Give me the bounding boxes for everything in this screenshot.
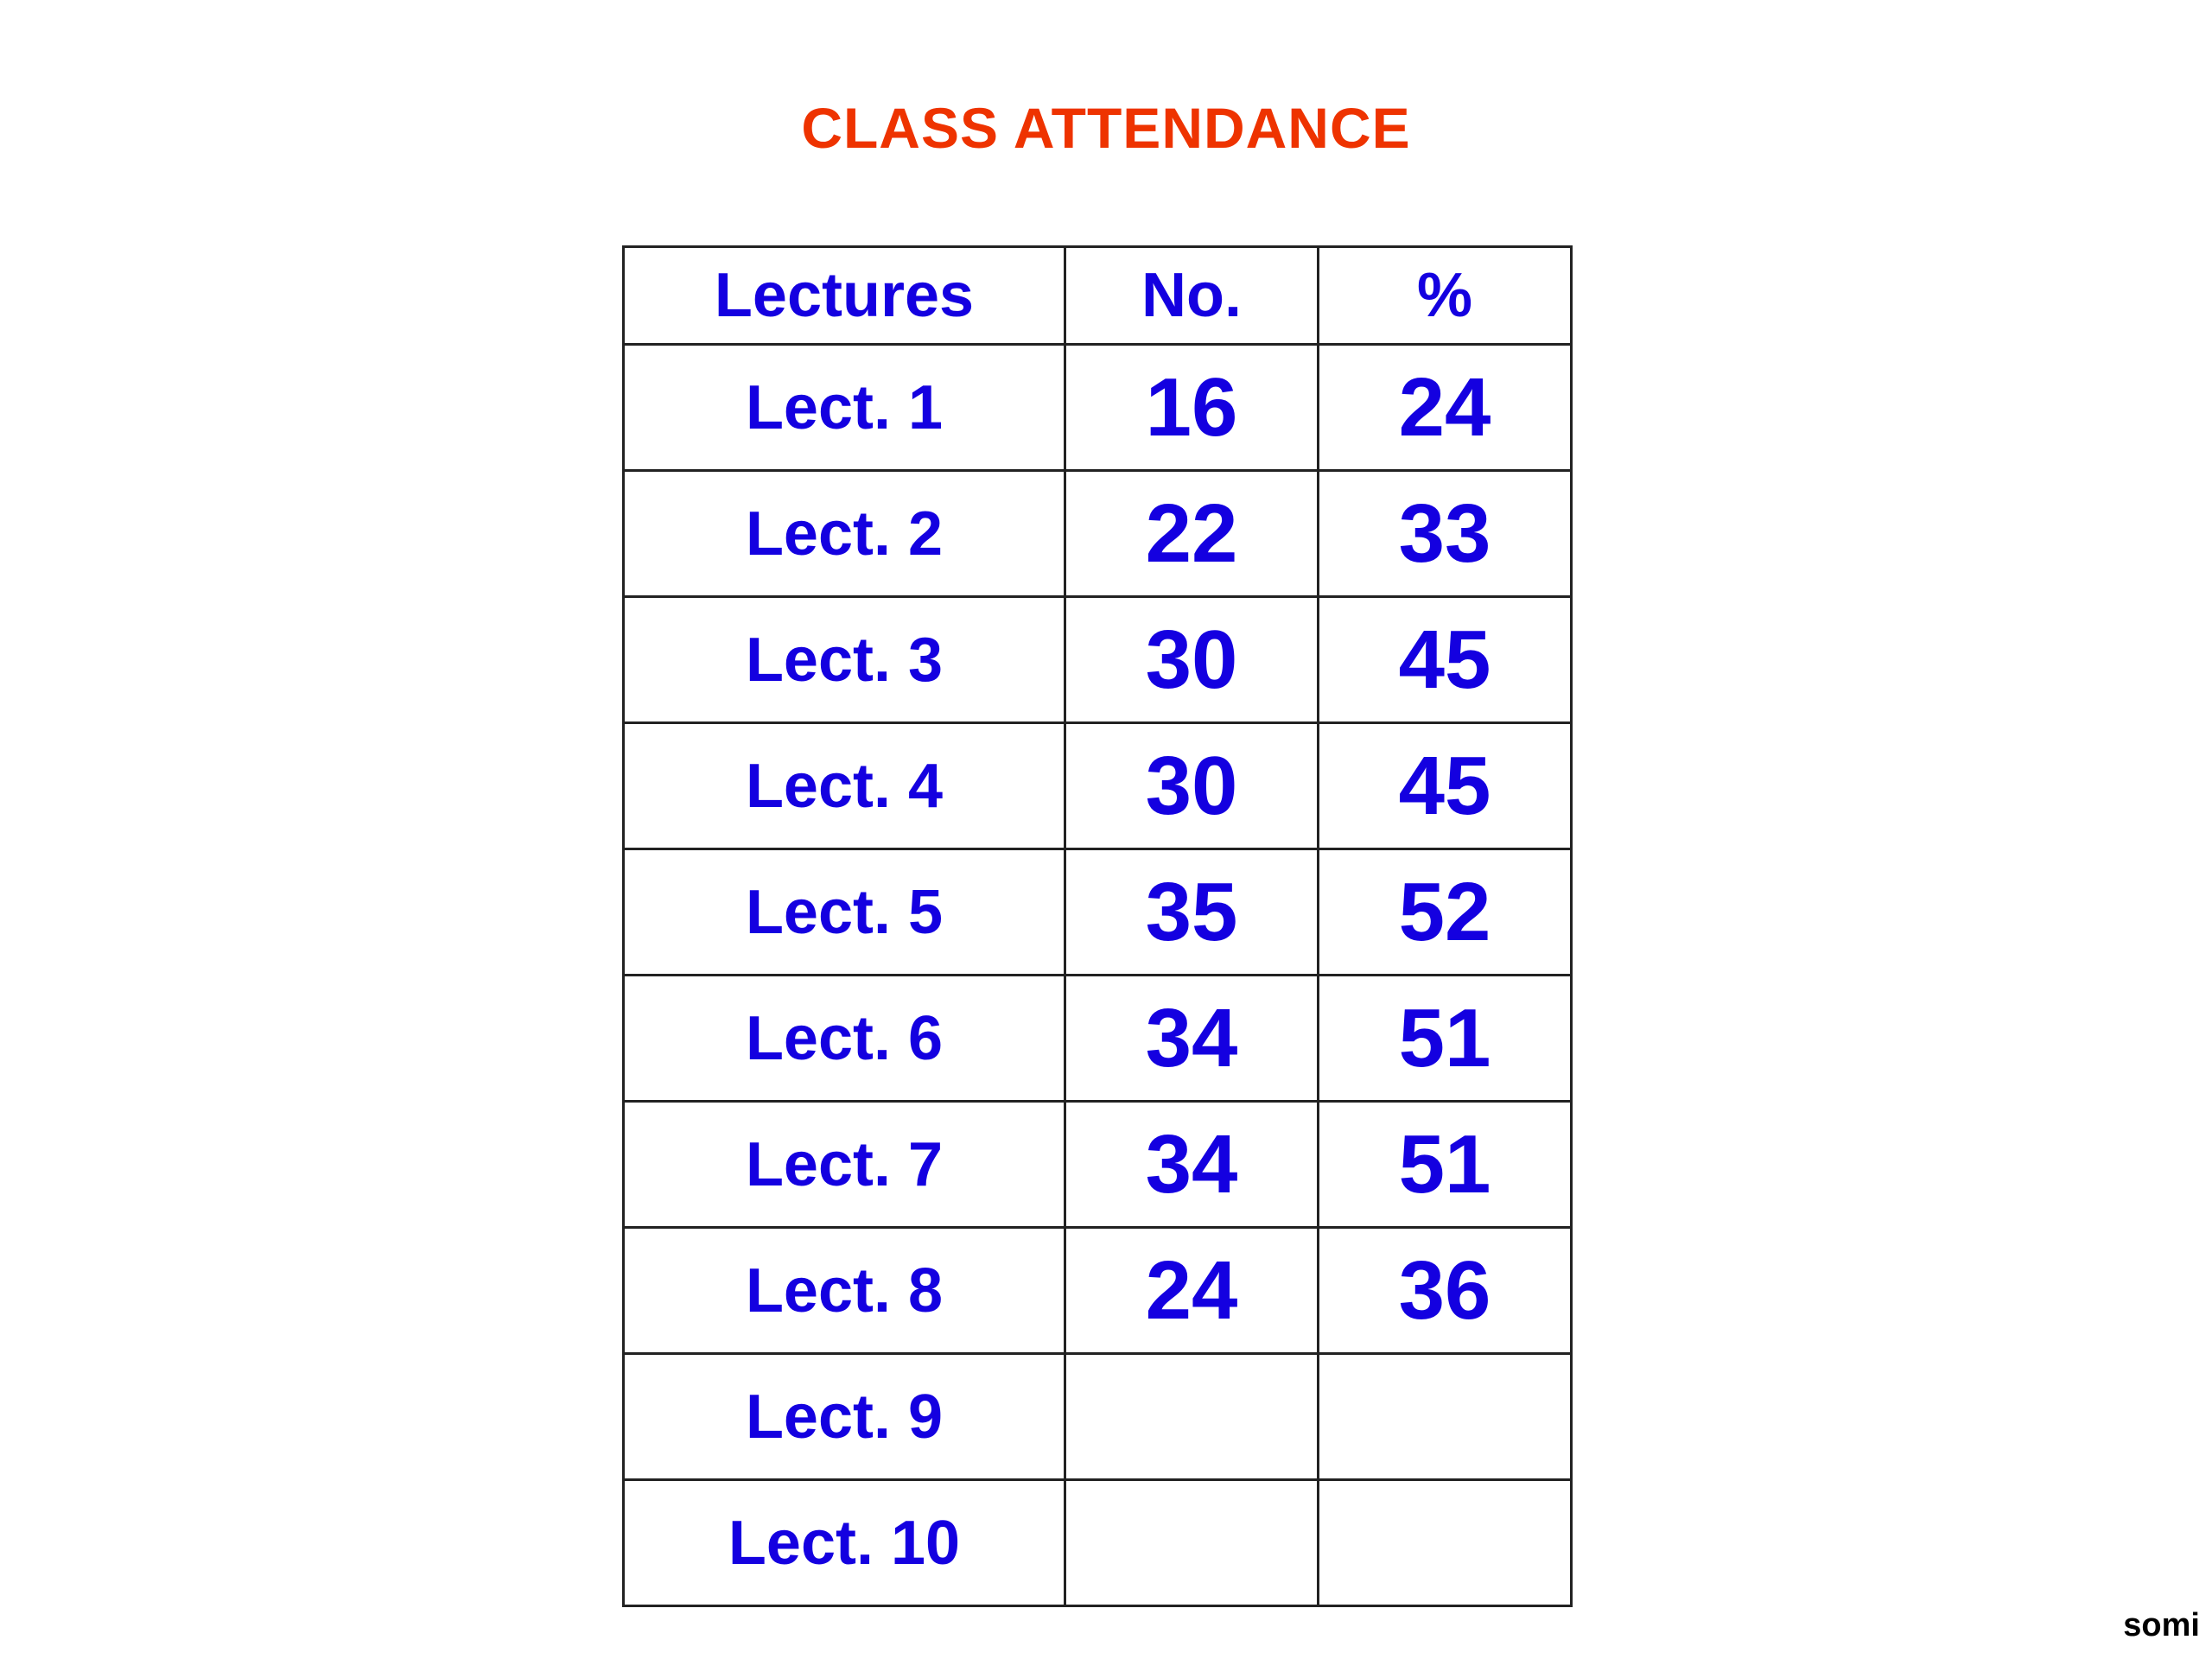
table-row (624, 976, 1572, 1102)
percent-cell: 33 (1319, 471, 1572, 597)
table-header-row (624, 247, 1572, 345)
page-title: CLASS ATTENDANCE (801, 96, 1411, 160)
number-cell (1065, 1354, 1319, 1480)
percent-cell (1319, 1480, 1572, 1606)
table-row (624, 849, 1572, 976)
header-number: No. (1065, 247, 1319, 345)
percent-cell: 51 (1319, 976, 1572, 1102)
header-lectures: Lectures (624, 247, 1065, 345)
percent-cell: 52 (1319, 849, 1572, 976)
number-cell: 35 (1065, 849, 1319, 976)
table-row (624, 1102, 1572, 1228)
lecture-cell: Lect. 1 (624, 345, 1065, 471)
lecture-cell: Lect. 6 (624, 976, 1065, 1102)
lecture-cell: Lect. 3 (624, 597, 1065, 723)
lecture-cell: Lect. 7 (624, 1102, 1065, 1228)
lecture-cell: Lect. 4 (624, 723, 1065, 849)
number-cell: 22 (1065, 471, 1319, 597)
table-row (624, 1228, 1572, 1354)
table-row (624, 1480, 1572, 1606)
lecture-cell: Lect. 8 (624, 1228, 1065, 1354)
percent-cell: 51 (1319, 1102, 1572, 1228)
lecture-cell: Lect. 9 (624, 1354, 1065, 1480)
table-row (624, 345, 1572, 471)
number-cell: 16 (1065, 345, 1319, 471)
number-cell: 24 (1065, 1228, 1319, 1354)
number-cell: 30 (1065, 723, 1319, 849)
number-cell: 34 (1065, 976, 1319, 1102)
number-cell (1065, 1480, 1319, 1606)
table-row (624, 1354, 1572, 1480)
percent-cell: 24 (1319, 345, 1572, 471)
lecture-cell: Lect. 2 (624, 471, 1065, 597)
lecture-cell: Lect. 10 (624, 1480, 1065, 1606)
lecture-cell: Lect. 5 (624, 849, 1065, 976)
percent-cell (1319, 1354, 1572, 1480)
percent-cell: 45 (1319, 597, 1572, 723)
table-row (624, 723, 1572, 849)
percent-cell: 45 (1319, 723, 1572, 849)
header-percent: % (1319, 247, 1572, 345)
percent-cell: 36 (1319, 1228, 1572, 1354)
attendance-table (622, 245, 1573, 1607)
number-cell: 34 (1065, 1102, 1319, 1228)
table-row (624, 597, 1572, 723)
footer-signature: somi (2123, 1607, 2200, 1643)
number-cell: 30 (1065, 597, 1319, 723)
table-row (624, 471, 1572, 597)
